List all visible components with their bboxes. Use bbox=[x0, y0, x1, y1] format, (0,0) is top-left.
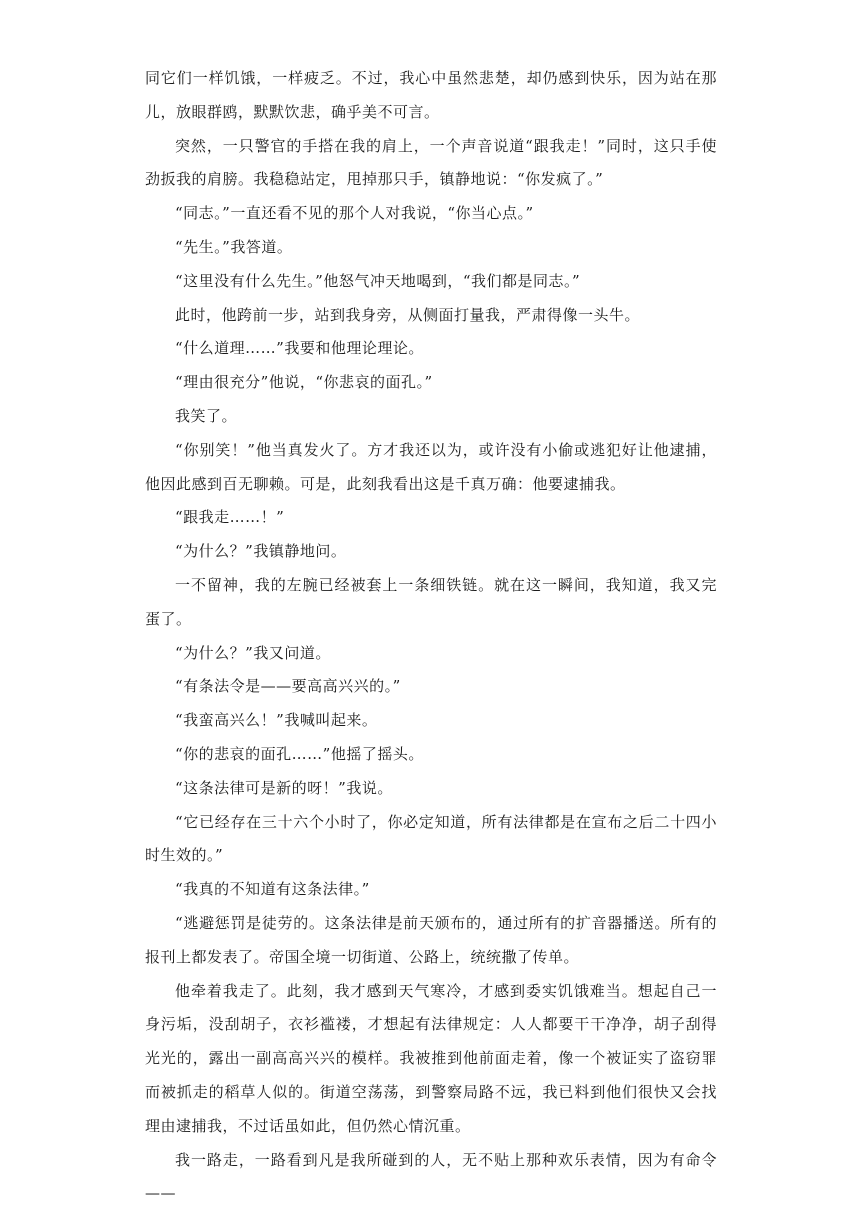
paragraph-13: 一不留神，我的左腕已经被套上一条细铁链。就在这一瞬间，我知道，我又完蛋了。 bbox=[145, 575, 717, 628]
paragraph-20: “我真的不知道有这条法律。” bbox=[175, 880, 370, 899]
paragraph-21: “逃避惩罚是徒劳的。这条法律是前天颁布的，通过所有的扩音器播送。所有的报刊上都发表了。帝国全境一切街道、公路上，统统撒了传单。 bbox=[145, 913, 717, 966]
paragraph-22: 他牵着我走了。此刻，我才感到天气寒冷，才感到委实饥饿难当。想起自己一身污垢，没刮胡子，衣衫褴褛，才想起有法律规定：人人都要干干净净，胡子刮得光光的，露出一副高高兴兴的模样。我被推到他前面走着，像一个被证实了盗窃罪而被抓走的稻草人似的。街道空荡荡，到警察局路不远，我已料到他们很快又会找理由逮捕我，不过话虽如此，但仍然心情沉重。 bbox=[145, 981, 717, 1135]
paragraph-3: “同志。”一直还看不见的那个人对我说，“你当心点。” bbox=[175, 204, 534, 223]
paragraph-11: “跟我走……！” bbox=[175, 508, 285, 527]
paragraph-1: 同它们一样饥饿，一样疲乏。不过，我心中虽然悲楚，却仍感到快乐，因为站在那儿，放眼群鸥，默默饮悲，确乎美不可言。 bbox=[145, 69, 717, 121]
paragraph-23: 我一路走，一路看到凡是我所碰到的人，无不贴上那种欢乐表情，因为有命令—— bbox=[145, 1150, 717, 1203]
paragraph-18: “这条法律可是新的呀！”我说。 bbox=[175, 778, 393, 797]
paragraph-19: “它已经存在三十六个小时了，你必定知道，所有法律都是在宣布之后二十四小时生效的。” bbox=[145, 812, 717, 865]
paragraph-14: “为什么？”我又问道。 bbox=[175, 643, 331, 662]
paragraph-17: “你的悲哀的面孔……”他摇了摇头。 bbox=[175, 744, 424, 763]
paragraph-16: “我蛮高兴么！”我喊叫起来。 bbox=[175, 711, 378, 730]
paragraph-7: “什么道理……”我要和他理论理论。 bbox=[175, 339, 424, 358]
paragraph-9: 我笑了。 bbox=[175, 406, 238, 425]
paragraph-6: 此时，他跨前一步，站到我身旁，从侧面打量我，严肃得像一头牛。 bbox=[175, 305, 641, 324]
paragraph-12: “为什么？”我镇静地问。 bbox=[175, 542, 347, 561]
paragraph-2: 突然，一只警官的手搭在我的肩上，一个声音说道“跟我走！”同时，这只手使劲扳我的肩膀。我稳稳站定，甩掉那只手，镇静地说：“你发疯了。” bbox=[145, 136, 717, 189]
paragraph-4: “先生。”我答道。 bbox=[175, 237, 293, 256]
document-page bbox=[145, 62, 717, 1211]
paragraph-5: “这里没有什么先生。”他怒气冲天地喝到，“我们都是同志。” bbox=[175, 271, 581, 290]
paragraph-10: “你别笑！”他当真发火了。方才我还以为，或许没有小偷或逃犯好让他逮捕，他因此感到百无聊赖。可是，此刻我看出这是千真万确：他要逮捕我。 bbox=[145, 440, 717, 493]
paragraph-15: “有条法令是——要高高兴兴的。” bbox=[175, 677, 401, 696]
paragraph-8: “理由很充分”他说，“你悲哀的面孔。” bbox=[175, 373, 433, 392]
